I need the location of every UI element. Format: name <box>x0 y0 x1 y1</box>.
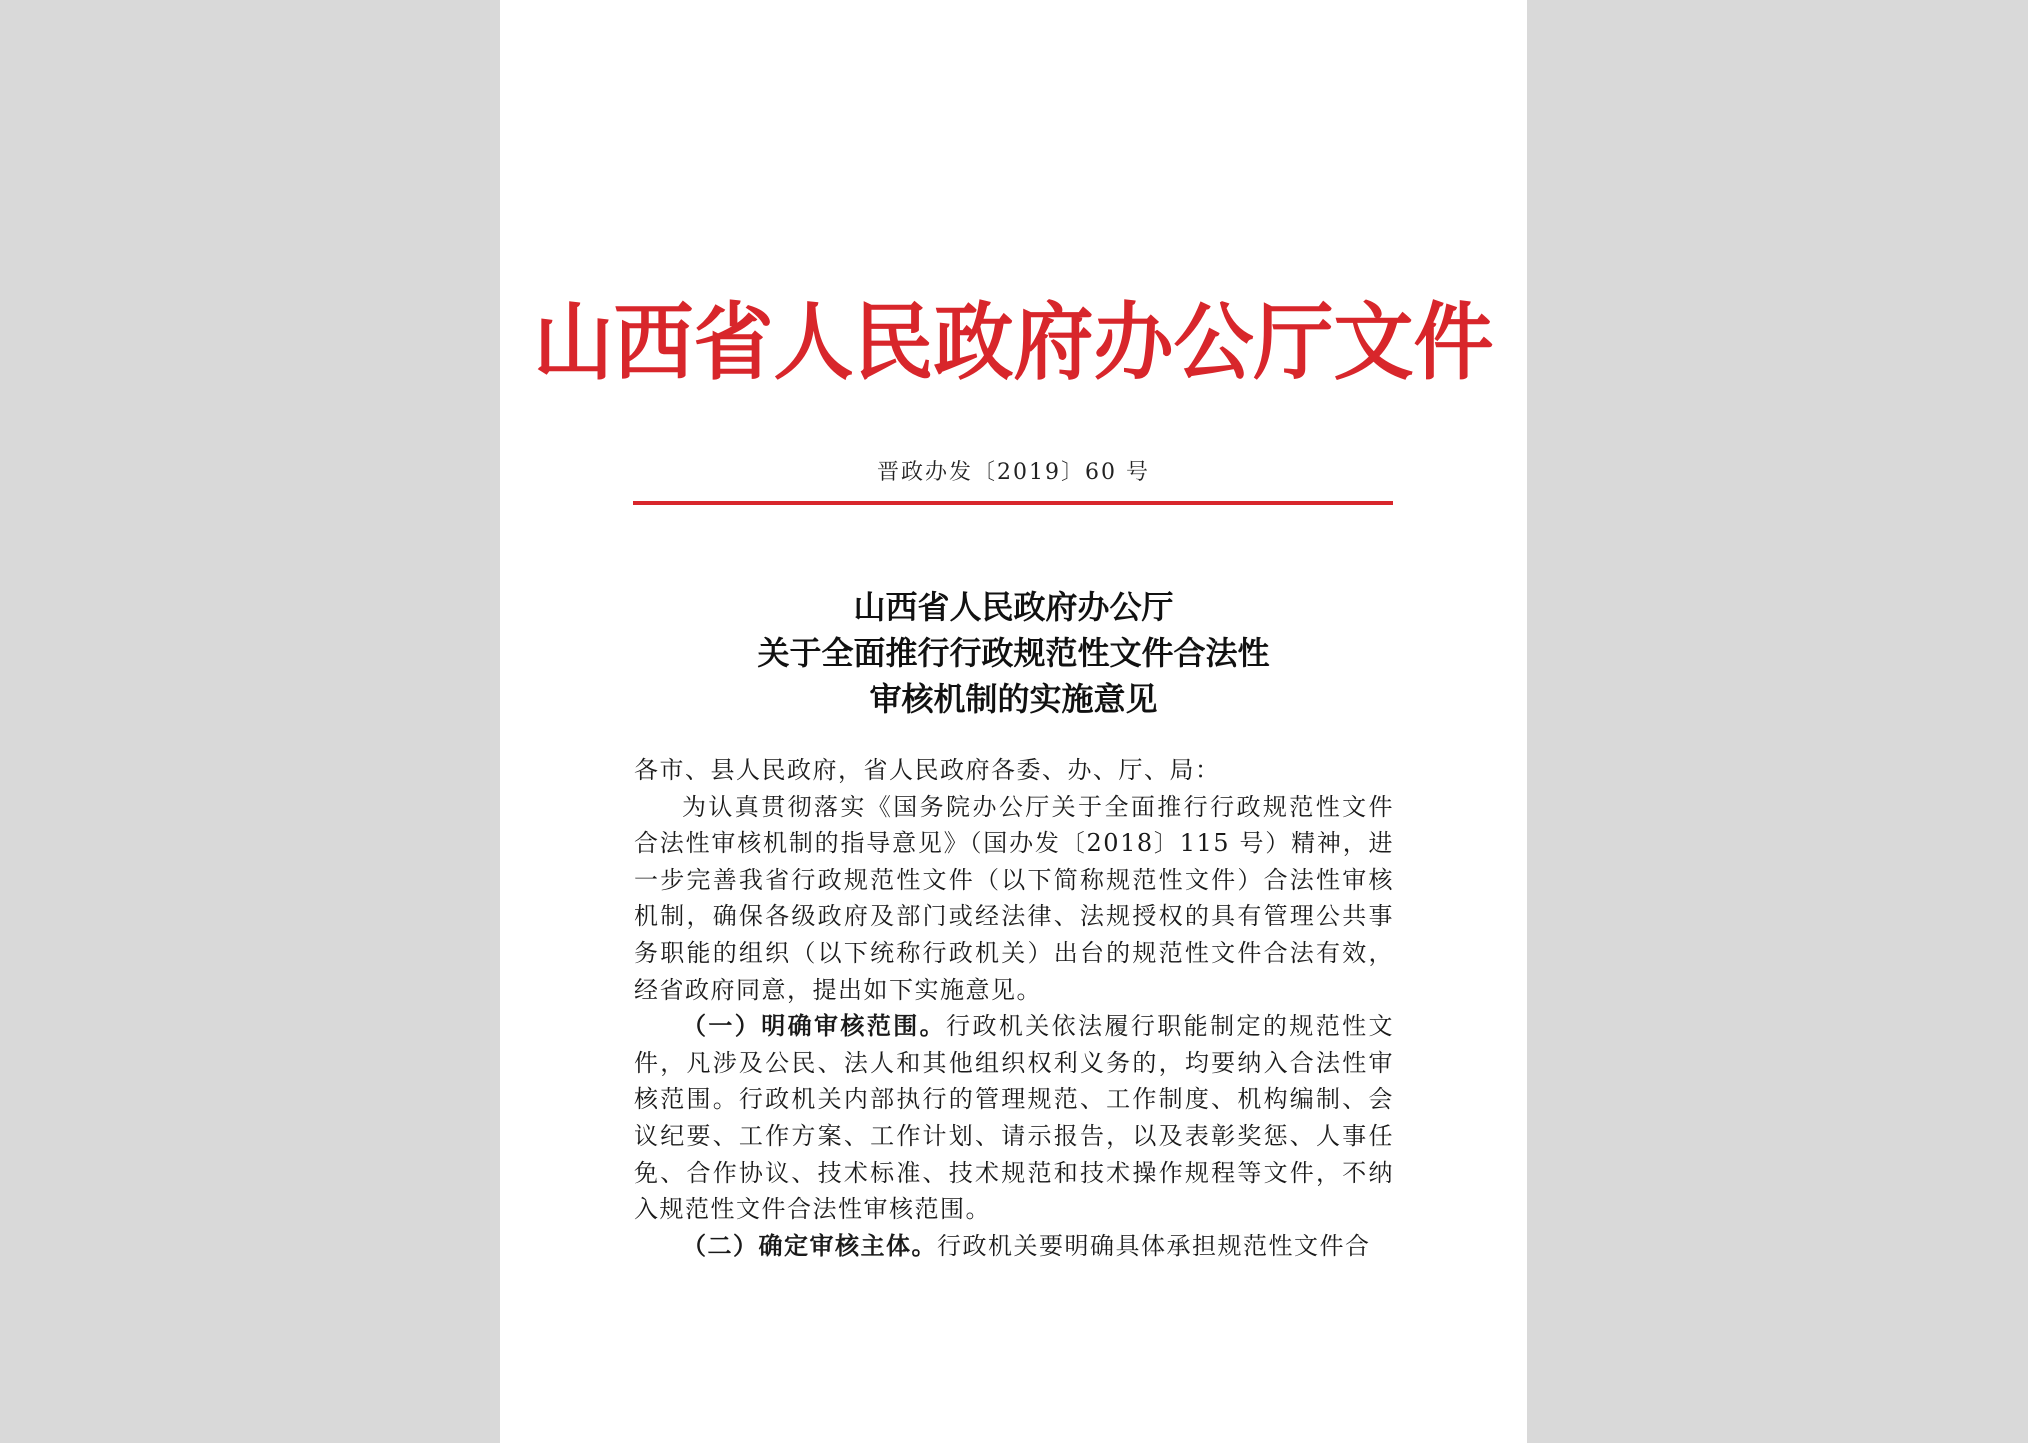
issuer-title: 山西省人民政府办公厅文件 <box>533 292 1494 392</box>
red-divider <box>633 501 1393 505</box>
section-1-heading: （一）明确审核范围。 <box>682 1011 947 1041</box>
section-2-body: 行政机关要明确具体承担规范性文件合 <box>937 1231 1371 1260</box>
section-1-body: 行政机关依法履行职能制定的规范性文件，凡涉及公民、法人和其他组织权利义务的，均要纳入合法性审核范围。行政机关内部执行的管理规范、工作制度、机构编制、会议纪要、工作方案、工作计划、请示报告，以及表彰奖惩、人事任免、合作协议、技术标准、技术规范和技术操作规程等文件，不纳入规范性文件合法性审核范围。 <box>634 1012 1395 1224</box>
intro-paragraph: 为认真贯彻落实《国务院办公厅关于全面推行行政规范性文件合法性审核机制的指导意见》（国办发〔2018〕115 号）精神，进一步完善我省行政规范性文件（以下简称规范性文件）合法性审核机制，确保各级政府及部门或经法律、法规授权的具有管理公共事务职能的组织（以下统称行政机关）出台的规范性文件合法有效，经省政府同意，提出如下实施意见。 <box>634 792 1394 1004</box>
document-page <box>500 0 1527 1443</box>
addressee: 各市、县人民政府，省人民政府各委、办、厅、局： <box>634 756 1221 784</box>
title-line: 审核机制的实施意见 <box>869 680 1158 718</box>
section-2 <box>634 1228 1394 1265</box>
document-title <box>500 584 1527 722</box>
document-body <box>634 752 1394 1264</box>
section-1 <box>634 1008 1394 1228</box>
title-line: 关于全面推行行政规范性文件合法性 <box>757 634 1270 672</box>
section-2-heading: （二）确定审核主体。 <box>682 1230 937 1260</box>
document-number: 晋政办发〔2019〕60 号 <box>877 460 1150 485</box>
title-line: 山西省人民政府办公厅 <box>853 588 1174 626</box>
